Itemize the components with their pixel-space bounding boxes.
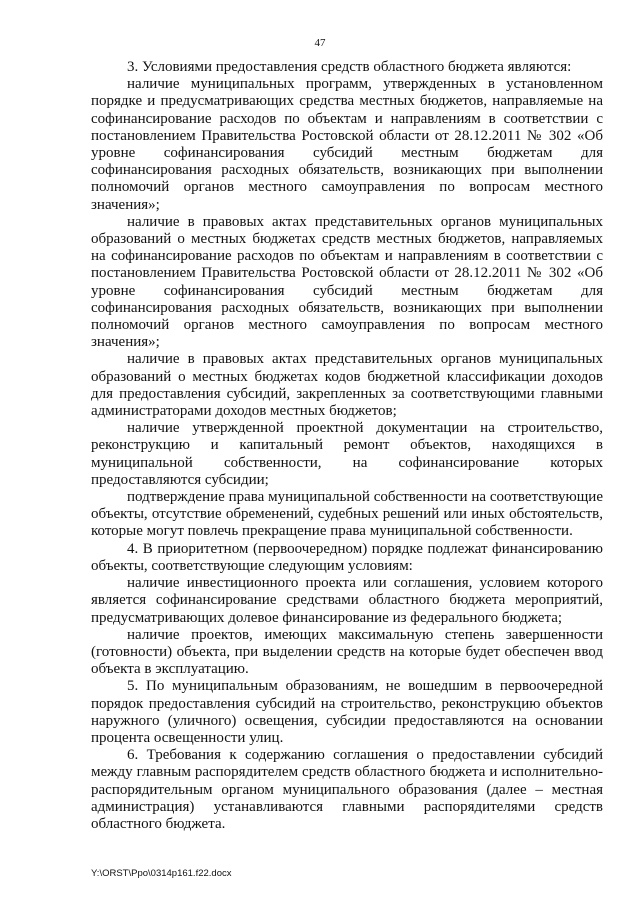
paragraph: наличие в правовых актах представительных органов муниципальных образований о местных бюджетах кодов бюджетной классификации доходов для предоставления субсидий, закрепленных за соответствующими главными администраторами доходов местных бюджетов; (91, 351, 603, 420)
footer-file-path: Y:\ORST\Ppo\0314p161.f22.docx (91, 868, 232, 879)
paragraph: 3. Условиями предоставления средств областного бюджета являются: (127, 59, 572, 75)
paragraph: наличие в правовых актах представительных органов муниципальных образований о местных бюджетах средств местных бюджетов, направляемых на софинансирование расходов по объектам и направлениям в соответствии с постановлением Правительства Ростовской области от 28.12.2011 № 302 «Об уровне софинансирования субсидий местным бюджетам для софинансирования расходных обязательств, возникающих при выполнении полномочий органов местного самоуправления по вопросам местного значения»; (91, 213, 603, 351)
page-number: 47 (314, 37, 326, 49)
paragraph: наличие муниципальных программ, утвержденных в установленном порядке и предусматривающих средства местных бюджетов, направляемые на софинансирование расходов по объектам и направлениям в соответствии с постановлением Правительства Ростовской области от 28.12.2011 № 302 «Об уровне софинансирования субсидий местным бюджетам для софинансирования расходных обязательств, возникающих при выполнении полномочий органов местного самоуправления по вопросам местного значения»; (91, 76, 603, 213)
paragraph: наличие инвестиционного проекта или соглашения, условием которого является софинансирование средствами областного бюджета мероприятий, предусматривающих долевое финансирование из федерального бюджета; (91, 575, 603, 626)
paragraph: 4. В приоритетном (первоочередном) порядке подлежат финансированию объекты, соответствующие следующим условиям: (91, 540, 603, 574)
paragraph: наличие утвержденной проектной документации на строительство, реконструкцию и капитальный ремонт объектов, находящихся в муниципальной собственности, на софинансирование которых предоставляются субсидии; (91, 420, 603, 488)
paragraph: 5. По муниципальным образованиям, не вошедшим в первоочередной порядок предоставления субсидий на строительство, реконструкцию объектов наружного (уличного) освещения, субсидии предоставляются на основании процента освещенности улиц. (91, 678, 603, 746)
paragraph: наличие проектов, имеющих максимальную степень завершенности (готовности) объекта, при выделении средств на которые будет обеспечен ввод объекта в эксплуатацию. (91, 626, 603, 678)
document-body (91, 59, 603, 833)
paragraph: 6. Требования к содержанию соглашения о предоставлении субсидий между главным распорядителем средств областного бюджета и исполнительно-распорядительным органом муниципального образования (далее – местная администрация) устанавливаются главными распорядителями средств областного бюджета. (91, 747, 603, 832)
paragraph: подтверждение права муниципальной собственности на соответствующие объекты, отсутствие обременений, судебных решений или иных обстоятельств, которые могут повлечь прекращение права муниципальной собственности. (91, 489, 603, 540)
